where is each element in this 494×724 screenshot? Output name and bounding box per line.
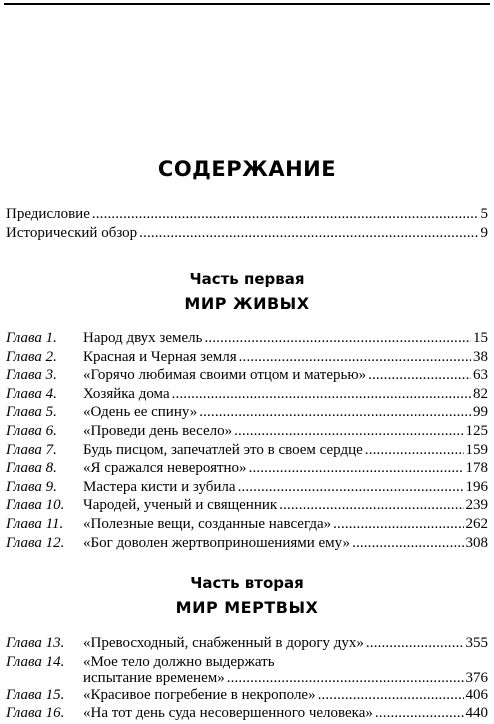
dot-leader (239, 348, 471, 366)
toc-entry-title: «Бог доволен жертвоприношениями ему» (83, 534, 351, 551)
dot-leader (352, 534, 463, 552)
toc-entry-title: Исторический обзор (6, 225, 138, 241)
dot-leader (366, 634, 464, 652)
toc-entry-title: «Я сражался невероятно» (83, 460, 247, 477)
toc-entry-chapter-4[interactable] (6, 385, 488, 403)
toc-entry-page: 82 (473, 385, 488, 402)
toc-entry-title: «Красивое погребение в некрополе» (83, 687, 316, 703)
part-label: Часть вторая (190, 574, 304, 592)
part-name: МИР МЕРТВЫХ (175, 598, 319, 617)
toc-entry-page: 63 (473, 367, 488, 384)
toc-entry-page: 38 (473, 348, 488, 365)
chapter-number: Глава 13. (6, 635, 65, 651)
chapter-number: Глава 15. (6, 687, 65, 703)
part-name: МИР ЖИВЫХ (184, 294, 310, 313)
toc-entry-title: Народ двух земель (83, 330, 203, 346)
chapter-number: Глава 12. (6, 534, 65, 551)
toc-entry-title: Мастера кисти и зубила (83, 478, 236, 495)
chapter-number: Глава 11. (6, 516, 64, 532)
toc-entry-page: 376 (465, 670, 488, 686)
chapter-number: Глава 10. (6, 497, 65, 514)
toc-entry-title: Хозяйка дома (83, 385, 170, 402)
toc-entry-chapter-5[interactable] (6, 403, 488, 421)
toc-entry-title: Красная и Черная земля (83, 348, 237, 365)
toc-entry-chapter-13[interactable] (6, 634, 488, 652)
dot-leader (227, 669, 464, 687)
toc-entry-title: «Одень ее спину» (83, 404, 198, 421)
page-title: СОДЕРЖАНИЕ (157, 157, 337, 181)
chapter-number: Глава 9. (6, 478, 57, 495)
toc-entry-title: «Горячо любимая своими отцом и матерью» (83, 367, 367, 384)
chapter-number: Глава 1. (6, 330, 57, 346)
toc-entry-title-line2: испытание временем» (83, 670, 225, 686)
toc-entry-page: 99 (473, 404, 488, 421)
toc-entry-page: 9 (480, 225, 488, 241)
toc-entry-chapter-14-continued[interactable] (6, 669, 488, 687)
dot-leader (238, 478, 464, 496)
toc-entry-page: 239 (465, 497, 488, 514)
chapter-number: Глава 6. (6, 423, 57, 439)
chapter-number: Глава 4. (6, 385, 57, 402)
toc-entry-page: 196 (465, 478, 488, 495)
toc-entry-title: «Превосходный, снабженный в дорогу дух» (83, 635, 364, 651)
toc-entry-chapter-6[interactable] (6, 422, 488, 440)
toc-entry-chapter-12[interactable] (6, 534, 488, 552)
toc-entry-chapter-3[interactable] (6, 366, 488, 384)
toc-entry-chapter-16[interactable] (6, 704, 488, 722)
toc-entry-chapter-10[interactable] (6, 496, 488, 514)
toc-entry-chapter-11[interactable] (6, 515, 488, 533)
dot-leader (375, 704, 464, 722)
toc-entry-chapter-7[interactable] (6, 441, 488, 459)
dot-leader (365, 441, 464, 459)
dot-leader (249, 459, 464, 477)
toc-entry-title: «Полезные вещи, созданные навсегда» (83, 516, 332, 532)
dot-leader (199, 403, 471, 421)
toc-entry-page: 355 (465, 635, 488, 651)
dot-leader (139, 224, 478, 242)
toc-entry-historical-review[interactable] (6, 224, 488, 242)
toc-entry-page: 178 (465, 460, 488, 477)
chapter-number: Глава 16. (6, 705, 65, 721)
toc-entry-page: 406 (465, 687, 488, 703)
dot-leader (172, 385, 471, 403)
toc-entry-page: 5 (480, 206, 488, 222)
toc-entry-chapter-9[interactable] (6, 478, 488, 496)
toc-entry-title-line1: «Мое тело должно выдержать (83, 654, 275, 670)
chapter-number: Глава 8. (6, 460, 57, 477)
toc-entry-chapter-1[interactable] (6, 329, 488, 347)
toc-entry-page: 15 (473, 330, 488, 346)
chapter-number: Глава 14. (6, 654, 65, 670)
dot-leader (318, 686, 464, 704)
toc-entry-chapter-8[interactable] (6, 459, 488, 477)
toc-entry-chapter-2[interactable] (6, 348, 488, 366)
dot-leader (333, 515, 463, 533)
toc-entry-page: 125 (465, 423, 488, 439)
dot-leader (92, 205, 479, 223)
toc-entry-title: «Проведи день весело» (83, 423, 233, 439)
part-label: Часть первая (189, 270, 305, 288)
chapter-number: Глава 2. (6, 348, 57, 365)
toc-entry-title: Будь писцом, запечатлей это в своем сердце (83, 441, 363, 458)
chapter-number: Глава 7. (6, 441, 57, 458)
toc-entry-chapter-15[interactable] (6, 686, 488, 704)
toc-entry-page: 308 (465, 534, 488, 551)
toc-entry-page: 159 (465, 441, 488, 458)
dot-leader (204, 329, 471, 347)
toc-entry-page: 440 (465, 705, 488, 721)
dot-leader (279, 496, 463, 514)
toc-entry-page: 262 (465, 516, 488, 532)
dot-leader (368, 366, 471, 384)
chapter-number: Глава 3. (6, 367, 57, 384)
dot-leader (234, 422, 463, 440)
toc-entry-preface[interactable] (6, 205, 488, 223)
toc-entry-title: Предисловие (6, 206, 90, 222)
toc-entry-title: «На тот день суда несовершенного человека» (83, 705, 373, 721)
top-rule (4, 3, 490, 5)
chapter-number: Глава 5. (6, 404, 57, 421)
toc-entry-title: Чародей, ученый и священник (83, 497, 278, 514)
